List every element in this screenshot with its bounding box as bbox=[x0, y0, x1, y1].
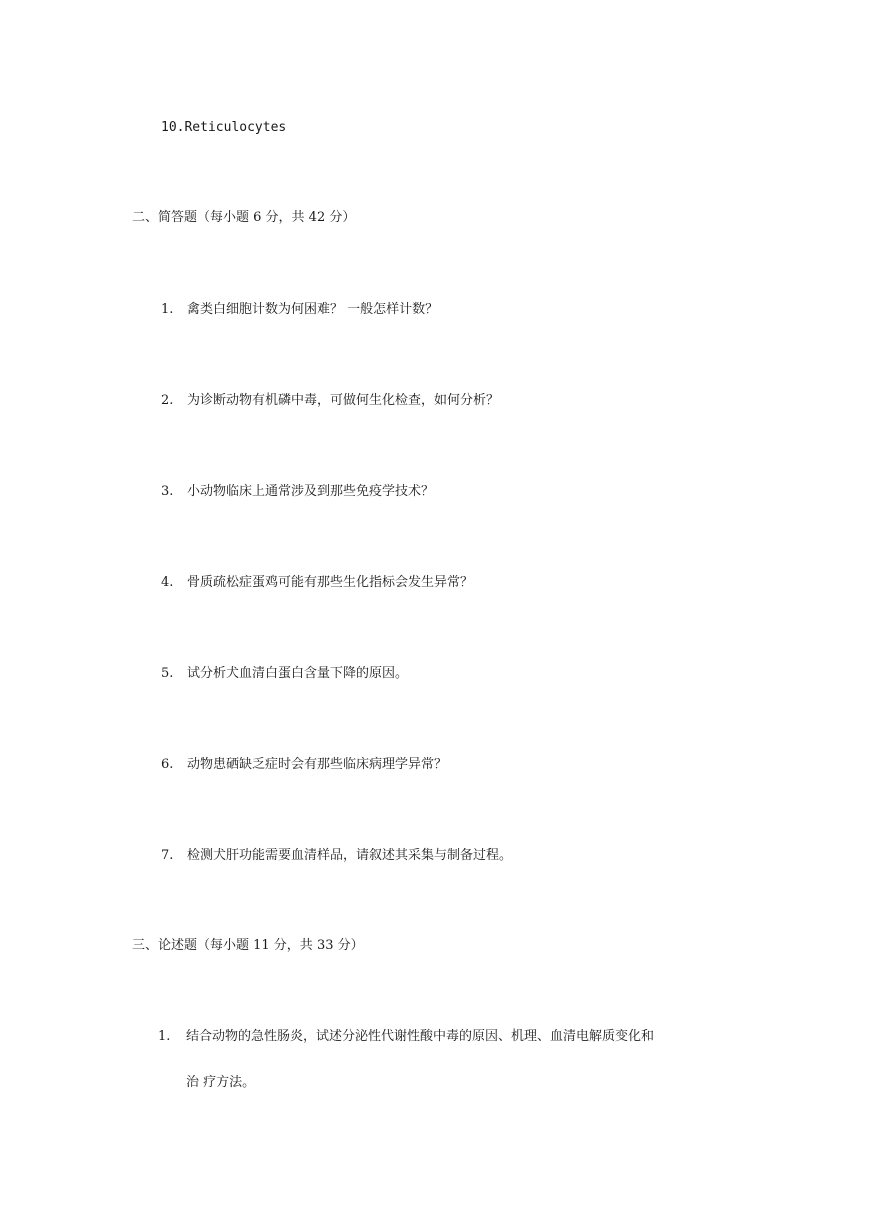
essay-question-item bbox=[158, 1028, 654, 1046]
section-heading-short-answer: 二、简答题（每小题 6 分，共 42 分） bbox=[132, 210, 356, 225]
question-text: 结合动物的急性肠炎，试述分泌性代谢性酸中毒的原因、机理、血清电解质变化和 bbox=[186, 1029, 655, 1044]
question-text: 为诊断动物有机磷中毒，可做何生化检查，如何分析？ bbox=[187, 393, 500, 408]
question-item bbox=[161, 847, 512, 865]
question-number: 2. bbox=[161, 393, 174, 408]
question-text: 检测犬肝功能需要血清样品，请叙述其采集与制备过程。 bbox=[187, 848, 513, 863]
question-item bbox=[161, 301, 438, 319]
question-text: 小动物临床上通常涉及到那些免疫学技术？ bbox=[187, 484, 435, 499]
question-text: 试分析犬血清白蛋白含量下降的原因。 bbox=[187, 666, 409, 681]
term-item-10 bbox=[161, 119, 286, 137]
question-item bbox=[161, 756, 447, 774]
question-text: 动物患硒缺乏症时会有那些临床病理学异常？ bbox=[187, 757, 448, 772]
question-number: 1. bbox=[158, 1029, 171, 1044]
question-item bbox=[161, 574, 473, 592]
question-number: 5. bbox=[161, 666, 174, 681]
question-number: 6. bbox=[161, 757, 174, 772]
question-item bbox=[161, 665, 408, 683]
essay-question-continuation: 治 疗方法。 bbox=[186, 1075, 256, 1090]
term-item-text: 10.Reticulocytes bbox=[161, 120, 287, 135]
question-number: 7. bbox=[161, 848, 174, 863]
section-heading-essay: 三、论述题（每小题 11 分，共 33 分） bbox=[132, 938, 364, 953]
question-number: 4. bbox=[161, 575, 174, 590]
question-item bbox=[161, 483, 434, 501]
question-text: 骨质疏松症蛋鸡可能有那些生化指标会发生异常？ bbox=[187, 575, 474, 590]
question-number: 3. bbox=[161, 484, 174, 499]
question-number: 1. bbox=[161, 302, 174, 317]
question-item bbox=[161, 392, 499, 410]
question-text: 禽类白细胞计数为何困难？ 一般怎样计数？ bbox=[187, 302, 439, 317]
